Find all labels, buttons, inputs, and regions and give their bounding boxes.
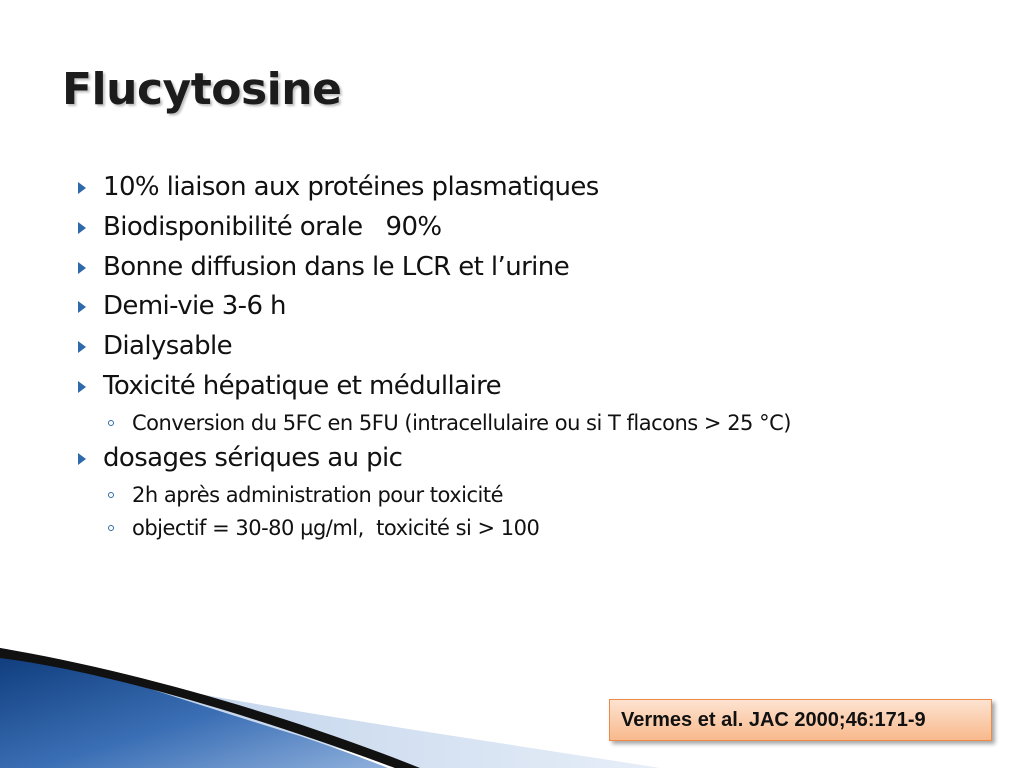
triangle-bullet-icon: [78, 341, 86, 353]
triangle-bullet-icon: [78, 262, 86, 274]
bullet-item: [74, 168, 974, 208]
triangle-bullet-icon: [78, 381, 86, 393]
sub-bullet-item: [74, 479, 974, 512]
bullet-text: Dialysable: [103, 331, 232, 362]
sub-bullet-item: [74, 512, 974, 545]
bullet-item: [74, 287, 974, 327]
bullet-text: Biodisponibilité orale 90%: [103, 211, 442, 242]
circle-bullet-icon: [108, 492, 114, 498]
bullet-item: [74, 208, 974, 248]
bullet-list: [74, 168, 974, 544]
triangle-bullet-icon: [78, 301, 86, 313]
triangle-bullet-icon: [78, 453, 86, 465]
circle-bullet-icon: [108, 525, 114, 531]
bullet-text: Demi-vie 3-6 h: [103, 291, 286, 322]
bullet-text: dosages sériques au pic: [103, 443, 403, 474]
bullet-text: 10% liaison aux protéines plasmatiques: [103, 172, 599, 202]
sub-bullet-text: Conversion du 5FC en 5FU (intracellulaire ou si T flacons > 25 °C): [132, 410, 791, 435]
sub-bullet-item: [74, 407, 974, 440]
bullet-item: [74, 439, 974, 479]
circle-bullet-icon: [108, 420, 114, 426]
bullet-item: [74, 327, 974, 367]
reference-box: Vermes et al. JAC 2000;46:171-9: [609, 699, 992, 741]
slide-title: Flucytosine: [62, 64, 342, 115]
sub-bullet-text: objectif = 30-80 µg/ml, toxicité si > 100: [132, 515, 540, 540]
bullet-item: [74, 248, 974, 288]
triangle-bullet-icon: [78, 222, 86, 234]
triangle-bullet-icon: [78, 182, 86, 194]
sub-bullet-text: 2h après administration pour toxicité: [132, 483, 503, 508]
bullet-text: Toxicité hépatique et médullaire: [103, 370, 502, 401]
bullet-item: [74, 367, 974, 407]
bullet-text: Bonne diffusion dans le LCR et l’urine: [103, 251, 570, 282]
